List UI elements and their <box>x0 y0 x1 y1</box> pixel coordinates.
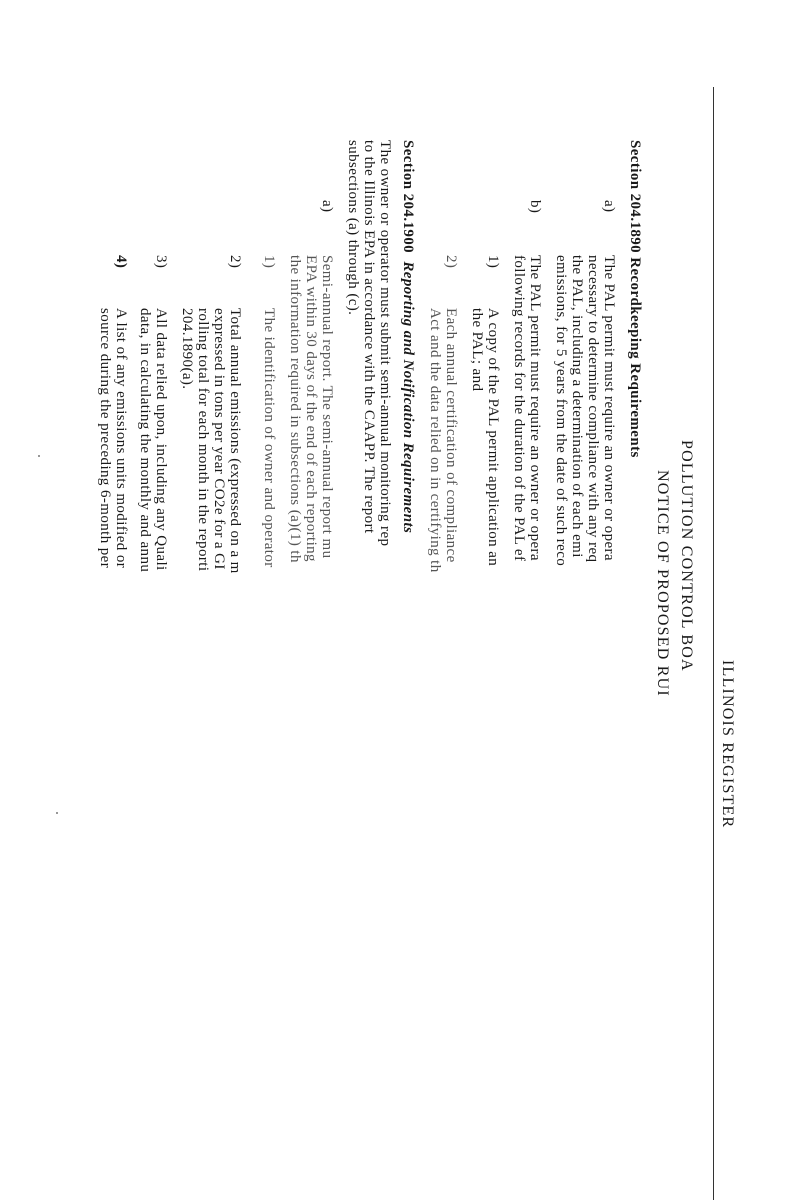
section-1900-title: Reporting and Notification Requirements <box>400 261 416 534</box>
s1900-item4-line: A list of any emissions units modified or <box>113 308 129 569</box>
s1900-a-line: Semi-annual report. The semi-annual report mu <box>319 255 335 559</box>
s1890-b2-label: 2) <box>443 255 459 269</box>
s1900-item2-label: 2) <box>227 255 243 269</box>
s1900-item2-line: Total annual emissions (expressed on a m <box>227 308 243 574</box>
s1890-b-line: The PAL permit must require an owner or opera <box>527 255 543 561</box>
s1900-item3-line: All data relied upon, including any Quali <box>153 308 169 571</box>
s1890-b1-line: A copy of the PAL permit application an <box>485 308 501 567</box>
s1900-item3-line: data, in calculating the monthly and annu <box>137 308 153 573</box>
s1890-b1-line: the PAL; and <box>469 308 485 392</box>
notice-title: NOTICE OF PROPOSED RUI <box>654 470 671 697</box>
s1890-a-label: a) <box>601 200 617 213</box>
s1900-item4-line: source during the preceding 6-month per <box>97 308 113 569</box>
s1900-a-label: a) <box>319 200 335 213</box>
s1900-item2-line: rolling total for each month in the reporti <box>195 308 211 572</box>
s1890-b-label: b) <box>527 200 543 214</box>
s1900-item2-line: 204.1890(a). <box>179 308 195 390</box>
s1890-a-line: the PAL, including a determination of each emi <box>569 255 585 558</box>
section-1900-number: Section 204.1900 <box>400 140 416 254</box>
s1890-a-line: emissions, for 5 years from the date of such reco <box>553 255 569 567</box>
s1900-intro-line: to the Illinois EPA in accordance with the CAAPP. The report <box>361 140 377 534</box>
s1900-item4-label: 4) <box>113 255 129 269</box>
header-rule <box>713 87 714 1200</box>
s1890-b2-line: Act and the data relied on in certifying th <box>427 308 443 573</box>
s1900-item1-line: The identification of owner and operator <box>261 308 277 568</box>
s1900-a-line: EPA within 30 days of the end of each reporting <box>303 255 319 562</box>
s1890-a-line: The PAL permit must require an owner or opera <box>601 255 617 561</box>
s1890-b1-label: 1) <box>485 255 501 269</box>
s1890-a-line: necessary to determine compliance with any req <box>585 255 601 563</box>
s1890-b-line: following records for the duration of the PAL ef <box>511 255 527 562</box>
section-1890-heading: Section 204.1890 Recordkeeping Requirements <box>627 140 643 458</box>
board-title: POLLUTION CONTROL BOA <box>678 440 695 672</box>
s1890-b2-line: Each annual certification of compliance <box>443 308 459 563</box>
section-1900-heading <box>400 140 415 533</box>
scan-speck <box>56 812 58 814</box>
s1900-a-line: the information required in subsections (a)(1) th <box>287 255 303 563</box>
s1900-item3-label: 3) <box>153 255 169 269</box>
s1900-intro-line: The owner or operator must submit semi-annual monitoring rep <box>377 140 393 547</box>
s1900-item1-label: 1) <box>261 255 277 269</box>
register-title: ILLINOIS REGISTER <box>719 660 736 829</box>
s1900-item2-line: expressed in tons per year CO2e for a GI <box>211 308 227 570</box>
s1900-intro-line: subsections (a) through (c). <box>345 140 361 316</box>
scan-speck <box>38 455 40 457</box>
